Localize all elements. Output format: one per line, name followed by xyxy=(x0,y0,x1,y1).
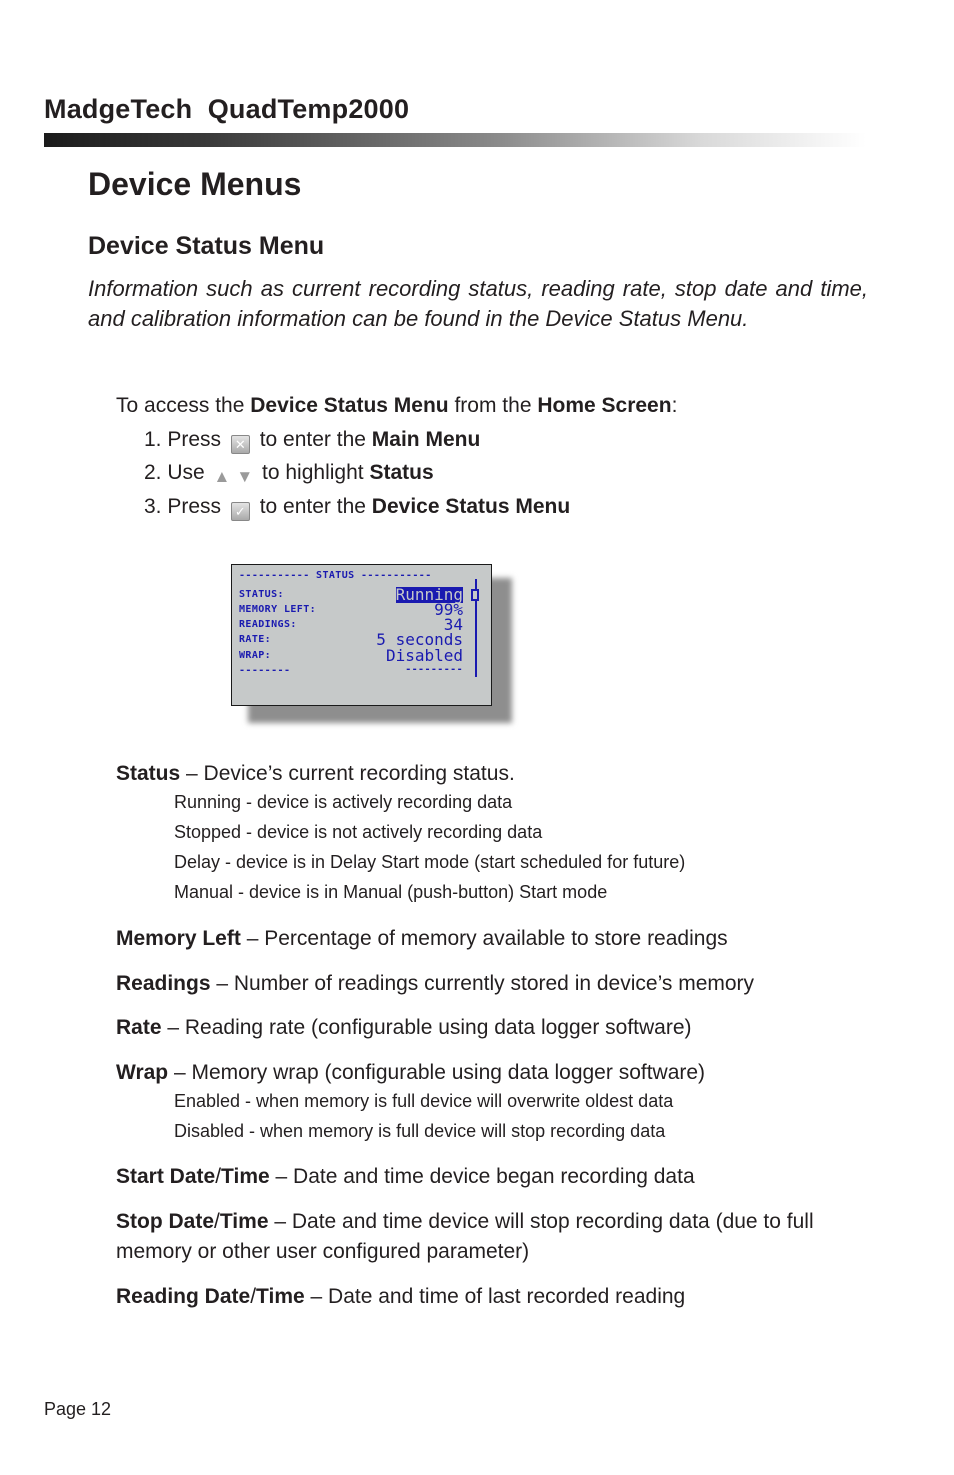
access-suffix: : xyxy=(671,394,678,417)
page-title: Device Menus xyxy=(88,166,302,202)
access-menu: Device Status Menu xyxy=(250,394,449,417)
step-2-post: to highlight xyxy=(256,461,370,484)
access-home: Home Screen xyxy=(537,394,672,417)
def-reading-term-a: Reading Date xyxy=(116,1285,251,1308)
def-wrap-term: Wrap xyxy=(116,1061,169,1084)
step-1-post: to enter the xyxy=(253,428,372,451)
manual-header-title: MadgeTech QuadTemp2000 xyxy=(44,94,410,124)
down-arrow-icon: ▼ xyxy=(236,467,254,486)
step-3-post: to enter the xyxy=(253,495,372,518)
step-3-bold: Device Status Menu xyxy=(371,495,571,518)
step-2 xyxy=(144,461,434,487)
def-rate-desc: – Reading rate (configurable using data logger software) xyxy=(161,1016,692,1039)
def-status-term: Status xyxy=(116,762,181,785)
lcd-footer-left: -------- xyxy=(239,665,291,676)
status-value-running: Running - device is actively recording data xyxy=(174,792,513,812)
lcd-status-screen xyxy=(231,564,492,706)
def-start-term-b: Time xyxy=(221,1165,270,1188)
def-memory-left xyxy=(116,924,876,954)
lcd-value-memory: 99% xyxy=(434,600,463,619)
lcd-value-wrap: Disabled xyxy=(385,646,463,665)
lcd-label-rate: RATE: xyxy=(239,634,272,645)
lcd-value-readings: 34 xyxy=(443,615,463,634)
lcd-label-wrap: WRAP: xyxy=(239,650,272,661)
def-stop-term-a: Stop Date xyxy=(116,1210,215,1233)
section-intro: Information such as current recording status, reading rate, stop date and time, and calibration information can be found in the Device Status Menu. xyxy=(88,276,868,331)
def-memory-desc: – Percentage of memory available to store readings xyxy=(240,927,728,950)
def-start-date-time xyxy=(116,1162,876,1192)
step-3-pre: 3. Press xyxy=(144,495,227,518)
section-title: Device Status Menu xyxy=(88,232,325,260)
lcd-scroll-thumb xyxy=(471,589,479,601)
lcd-label-status: STATUS: xyxy=(239,589,284,600)
lcd-header: ----------- STATUS ----------- xyxy=(239,570,432,581)
page-number: Page 12 xyxy=(44,1399,112,1419)
check-button-icon: ✓ xyxy=(231,502,250,521)
def-stop-date-time xyxy=(116,1207,876,1267)
step-3 xyxy=(144,495,570,521)
def-wrap-desc: – Memory wrap (configurable using data logger software) xyxy=(168,1061,706,1084)
lcd-label-memory: MEMORY LEFT: xyxy=(239,604,317,615)
def-reading-desc: – Date and time of last recorded reading xyxy=(304,1285,686,1308)
step-1-pre: 1. Press xyxy=(144,428,227,451)
access-middle: from the xyxy=(448,394,538,417)
def-stop-term-b: Time xyxy=(219,1210,269,1233)
lcd-value-status: Running xyxy=(395,585,463,604)
def-wrap xyxy=(116,1058,876,1088)
step-2-bold: Status xyxy=(369,461,434,484)
step-1-bold: Main Menu xyxy=(371,428,481,451)
wrap-value-enabled: Enabled - when memory is full device will overwrite oldest data xyxy=(174,1091,674,1111)
def-status-desc: – Device’s current recording status. xyxy=(180,762,515,785)
step-1 xyxy=(144,428,480,454)
header-gradient-bar xyxy=(44,133,866,147)
wrap-value-disabled: Disabled - when memory is full device will stop recording data xyxy=(174,1121,666,1141)
def-start-slash: / xyxy=(215,1165,222,1188)
def-start-desc: – Date and time device began recording data xyxy=(269,1165,695,1188)
lcd-label-readings: READINGS: xyxy=(239,619,297,630)
x-button-icon: ✕ xyxy=(231,435,250,454)
def-start-term-a: Start Date xyxy=(116,1165,216,1188)
def-memory-term: Memory Left xyxy=(116,927,241,950)
up-arrow-icon: ▲ xyxy=(213,467,231,486)
step-2-pre: 2. Use xyxy=(144,461,211,484)
def-reading-term-b: Time xyxy=(256,1285,305,1308)
def-reading-slash: / xyxy=(250,1285,257,1308)
def-stop-slash: / xyxy=(214,1210,220,1233)
status-value-stopped: Stopped - device is not actively recording data xyxy=(174,822,543,842)
lcd-footer-right: --------- xyxy=(405,664,463,675)
access-instructions xyxy=(116,394,677,418)
lcd-value-rate: 5 seconds xyxy=(376,630,463,649)
def-stop-desc: – Date and time device will stop recording data (due to full memory or other user configured parameter) xyxy=(116,1210,814,1263)
status-value-delay: Delay - device is in Delay Start mode (start scheduled for future) xyxy=(174,852,686,872)
def-readings xyxy=(116,969,876,999)
def-readings-desc: – Number of readings currently stored in device’s memory xyxy=(210,972,755,995)
def-readings-term: Readings xyxy=(116,972,211,995)
def-status xyxy=(116,759,876,789)
status-value-manual: Manual - device is in Manual (push-button) Start mode xyxy=(174,882,608,902)
def-reading-date-time xyxy=(116,1282,876,1312)
def-rate-term: Rate xyxy=(116,1016,162,1039)
def-rate xyxy=(116,1013,876,1043)
access-prefix: To access the xyxy=(116,394,251,417)
